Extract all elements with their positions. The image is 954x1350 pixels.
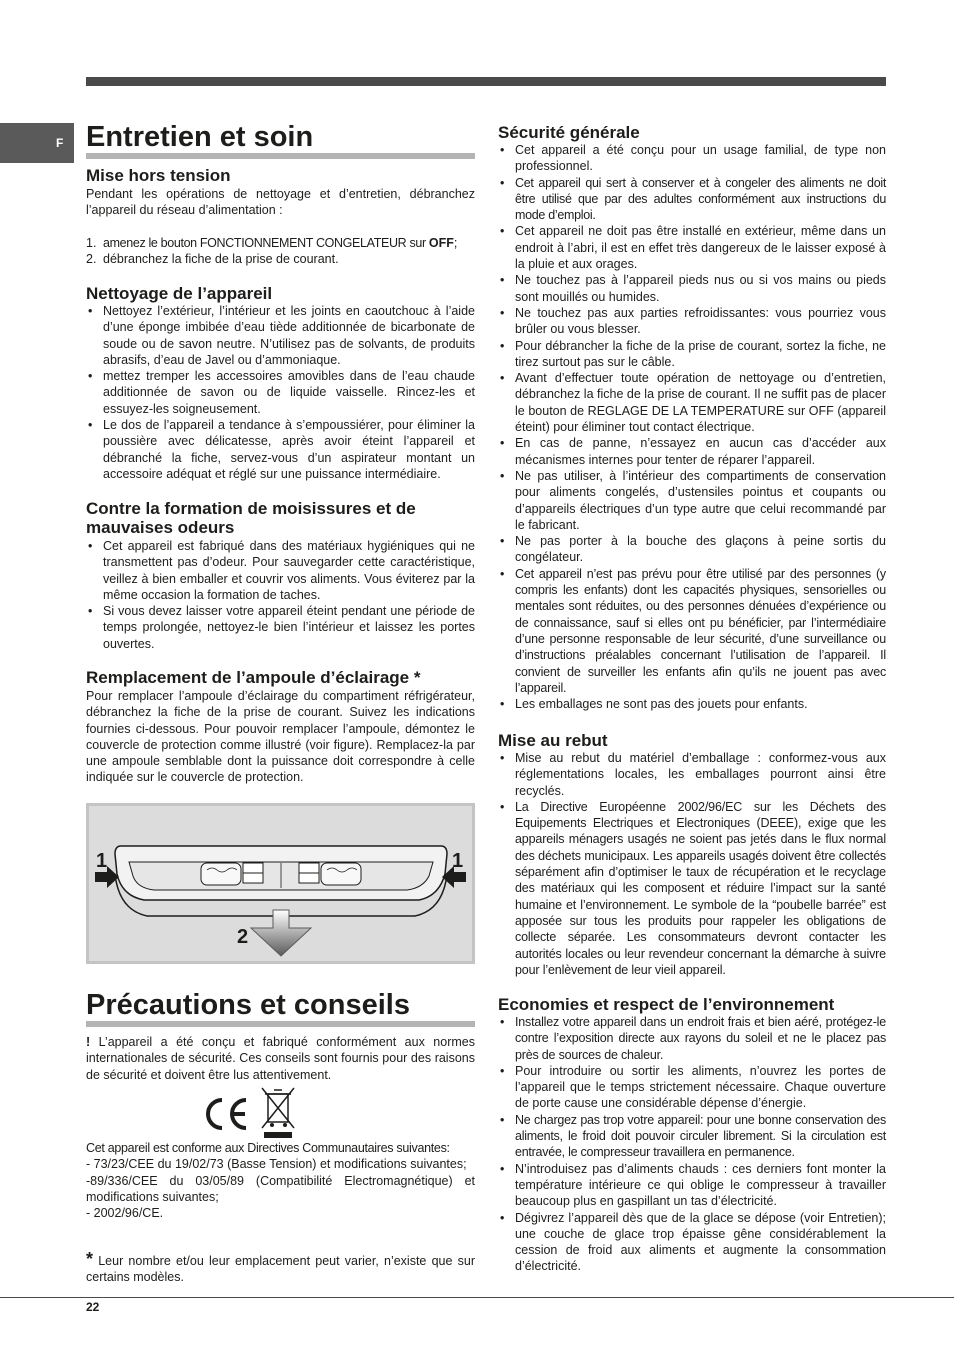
heading-mise-au-rebut: Mise au rebut <box>498 731 608 750</box>
language-tab <box>0 123 74 163</box>
list-item: • Ne pas porter à la bouche des glaçons à peine sortis du congélateur. <box>498 533 886 566</box>
heading-moisissures: Contre la formation de moisissures et de mauvaises odeurs <box>86 499 416 537</box>
nettoyage-list <box>86 303 475 482</box>
list-item: • La Directive Européenne 2002/96/EC sur les Déchets des Equipements Electriques et Electroniques (DEEE), exige que les appareils ménagers usagés ne soient pas jetés dans le flux normal des déchets municipaux. Les appareils usagés doivent être collectés séparément afin d’optimiser le taux de récupération et le recyclage des matériaux qui les composent et réduire l’impact sur la santé humaine et l’environnement. Le symbole de la “poubelle barrée” est apposée sur tous les produits pour rappeler les obligations de collecte séparée. Les consommateurs devront contacter les autorités locales ou leur revendeur concernant la démarche à suivre pour l’enlèvement de leur vieil appareil. <box>498 799 886 978</box>
conformity-line: -89/336/CEE du 03/05/89 (Compatibilité Electromagnétique) et modifications suivantes; <box>86 1173 475 1204</box>
footnote: * Leur nombre et/ou leur emplacement peut varier, n’existe que sur certains modèles. <box>86 1249 475 1285</box>
list-item: • En cas de panne, n’essayez en aucun cas d’accéder aux mécanismes internes pour tenter de réparer l’appareil. <box>498 435 886 468</box>
list-item: • Cet appareil a été conçu pour un usage familial, de type non professionnel. <box>498 142 886 175</box>
list-item: • Avant d’effectuer toute opération de nettoyage ou d’entretien, débranchez la fiche de la prise de courant. Il ne suffit pas de placer le bouton de REGLAGE DE LA TEMPERATURE sur OFF (appareil éteint) pour éliminer tout contact électrique. <box>498 370 886 435</box>
language-code: F <box>56 136 64 150</box>
lamp-cover-figure <box>86 803 475 964</box>
list-item: • mettez tremper les accessoires amovibles dans de l’eau chaude additionnée de savon ou de liquide vaisselle. Rincez-les et essuyez-les soigneusement. <box>86 368 475 417</box>
list-item: • Ne pas utiliser, à l’intérieur des compartiments de conservation pour aliments congelés, d’ustensiles pointus et coupants ou d’appareils électriques d’un type autre que celui recommandé par le fabricant. <box>498 468 886 533</box>
lamp-cover-diagram <box>89 806 472 961</box>
section-title-precautions: Précautions et conseils <box>86 989 475 1027</box>
figure-label-1-right: 1 <box>452 850 464 872</box>
list-item: • Cet appareil est fabriqué dans des matériaux hygiéniques qui ne transmettent pas d’odeur. Pour sauvegarder cette caractéristique, veillez à bien emballer et couvrir vos aliments. Vous éviterez par la même occasion la formation de taches. <box>86 538 475 603</box>
list-item: • Pour débrancher la fiche de la prise de courant, sortez la fiche, ne tirez surtout pas sur le câble. <box>498 338 886 371</box>
figure-label-1-left: 1 <box>96 850 108 872</box>
rebut-list <box>498 750 886 978</box>
securite-list <box>498 142 886 712</box>
list-item: • N’introduisez pas d’aliments chauds : ces derniers font monter la température intérieure ce qui oblige le compresseur à travailler beaucoup plus en gaspillant un tas d’électricité. <box>498 1161 886 1210</box>
hors-tension-intro: Pendant les opérations de nettoyage et d’entretien, débranchez l’appareil du réseau d’alimentation : <box>86 187 475 218</box>
heading-nettoyage: Nettoyage de l’appareil <box>86 284 273 303</box>
list-item: • Le dos de l’appareil a tendance à s’empoussiérer, pour éliminer la poussière avec délicatesse, après avoir éteint l’appareil et débranché la fiche, servez-vous d’un aspirateur montant un accessoire adéquat et réglé sur une puissance intermédiaire. <box>86 417 475 482</box>
list-item: • Dégivrez l’appareil dès que de la glace se dépose (voir Entretien); une couche de glace trop épaisse gêne considérablement la cession de froid aux aliments et augmente la consommation d’électricité. <box>498 1210 886 1275</box>
conformity-line: - 73/23/CEE du 19/02/73 (Basse Tension) et modifications suivantes; <box>86 1157 467 1172</box>
header-rule <box>86 77 886 86</box>
step-item: 2. débranchez la fiche de la prise de courant. <box>86 252 339 267</box>
list-item: • Pour introduire ou sortir les aliments, n’ouvrez les portes de l’appareil que le temps strictement nécessaire. Chaque ouverture de porte cause une considérable dépense d’énergie. <box>498 1063 886 1112</box>
heading-securite: Sécurité générale <box>498 123 640 142</box>
step-item: 1. amenez le bouton FONCTIONNEMENT CONGELATEUR sur OFF; <box>86 236 458 250</box>
list-item: • Cet appareil ne doit pas être installé en extérieur, même dans un endroit à l’abri, il est en effet très dangereux de le laisser exposé à la pluie et aux orages. <box>498 223 886 272</box>
page-number: 22 <box>86 1300 100 1314</box>
list-item: • Ne touchez pas à l’appareil pieds nus ou si vos mains ou pieds sont mouillés ou humides. <box>498 272 886 305</box>
list-item: • Mise au rebut du matériel d’emballage : conformez-vous aux réglementations locales, les emballages pourront ainsi être recyclés. <box>498 750 886 799</box>
heading-ampoule: Remplacement de l’ampoule d’éclairage * <box>86 668 421 687</box>
section-title-entretien: Entretien et soin <box>86 121 475 159</box>
hors-tension-steps <box>86 235 475 268</box>
ampoule-text: Pour remplacer l’ampoule d’éclairage du compartiment réfrigérateur, débranchez la fiche de la prise de courant. Suivez les indications fournies ci-dessous. Pour pouvoir remplacer l’ampoule, démontez le couvercle de protection comme illustré (voir figure). Remplacez-la par une ampoule semblable dont la puissance doit correspondre à celle indiquée sur le couvercle de protection. <box>86 689 475 785</box>
conformity-block <box>86 1140 475 1221</box>
list-item: • Cet appareil qui sert à conserver et à congeler des aliments ne doit être utilisé que par des adultes conformément aux instructions du mode d’emploi. <box>498 175 886 224</box>
footer-rule <box>0 1297 954 1298</box>
economies-list <box>498 1014 886 1275</box>
footnote-mark: * <box>86 1249 94 1269</box>
figure-label-2: 2 <box>237 926 249 948</box>
crossed-bin-icon <box>258 1084 298 1140</box>
list-item: • Nettoyez l’extérieur, l’intérieur et les joints en caoutchouc à l’aide d’une éponge imbibée d’eau tiède additionnée de bicarbonate de soude ou de savon neutre. N’utilisez pas de solvants, de produits abrasifs, d’eau de Javel ou d’ammoniaque. <box>86 303 475 368</box>
heading-economies: Economies et respect de l’environnement <box>498 995 835 1014</box>
warning-mark: ! <box>86 1035 91 1049</box>
precautions-intro: ! L’appareil a été conçu et fabriqué conformément aux normes internationales de sécurité. Ces conseils sont fournis pour des raisons de sécurité et doivent être lus attentivement. <box>86 1035 475 1082</box>
list-item: • Ne touchez pas aux parties refroidissantes: vous pourriez vous brûler ou vous blesser. <box>498 305 886 338</box>
conformity-line: - 2002/96/CE. <box>86 1206 164 1221</box>
list-item: • Ne chargez pas trop votre appareil: pour une bonne conservation des aliments, le froid doit pouvoir circuler librement. Si la circulation est entravée, le compresseur travaillera en permanence. <box>498 1112 886 1161</box>
list-item: • Cet appareil n’est pas prévu pour être utilisé par des personnes (y compris les enfants) dont les capacités physiques, sensorielles ou mentales sont réduites, ou des personnes dénuées d’expérience ou de connaissance, sauf si elles ont pu bénéficier, par l’intermédiaire d’une personne responsable de leur sécurité, d’une surveillance ou d’instructions préalables concernant l’utilisation de l’appareil. Il convient de surveiller les enfants afin qu’ils ne jouent pas avec l’appareil. <box>498 566 886 696</box>
moisissures-list <box>86 538 475 652</box>
list-item: • Si vous devez laisser votre appareil éteint pendant une période de temps prolongée, nettoyez-le bien l’intérieur et laissez les portes ouvertes. <box>86 603 475 652</box>
list-item: • Les emballages ne sont pas des jouets pour enfants. <box>498 696 886 712</box>
list-item: • Installez votre appareil dans un endroit frais et bien aéré, protégez-le contre l’exposition directe aux rayons du soleil et ne le placez pas près de sources de chaleur. <box>498 1014 886 1063</box>
heading-mise-hors-tension: Mise hors tension <box>86 166 231 185</box>
conformity-line: Cet appareil est conforme aux Directives Communautaires suivantes: <box>86 1141 450 1155</box>
